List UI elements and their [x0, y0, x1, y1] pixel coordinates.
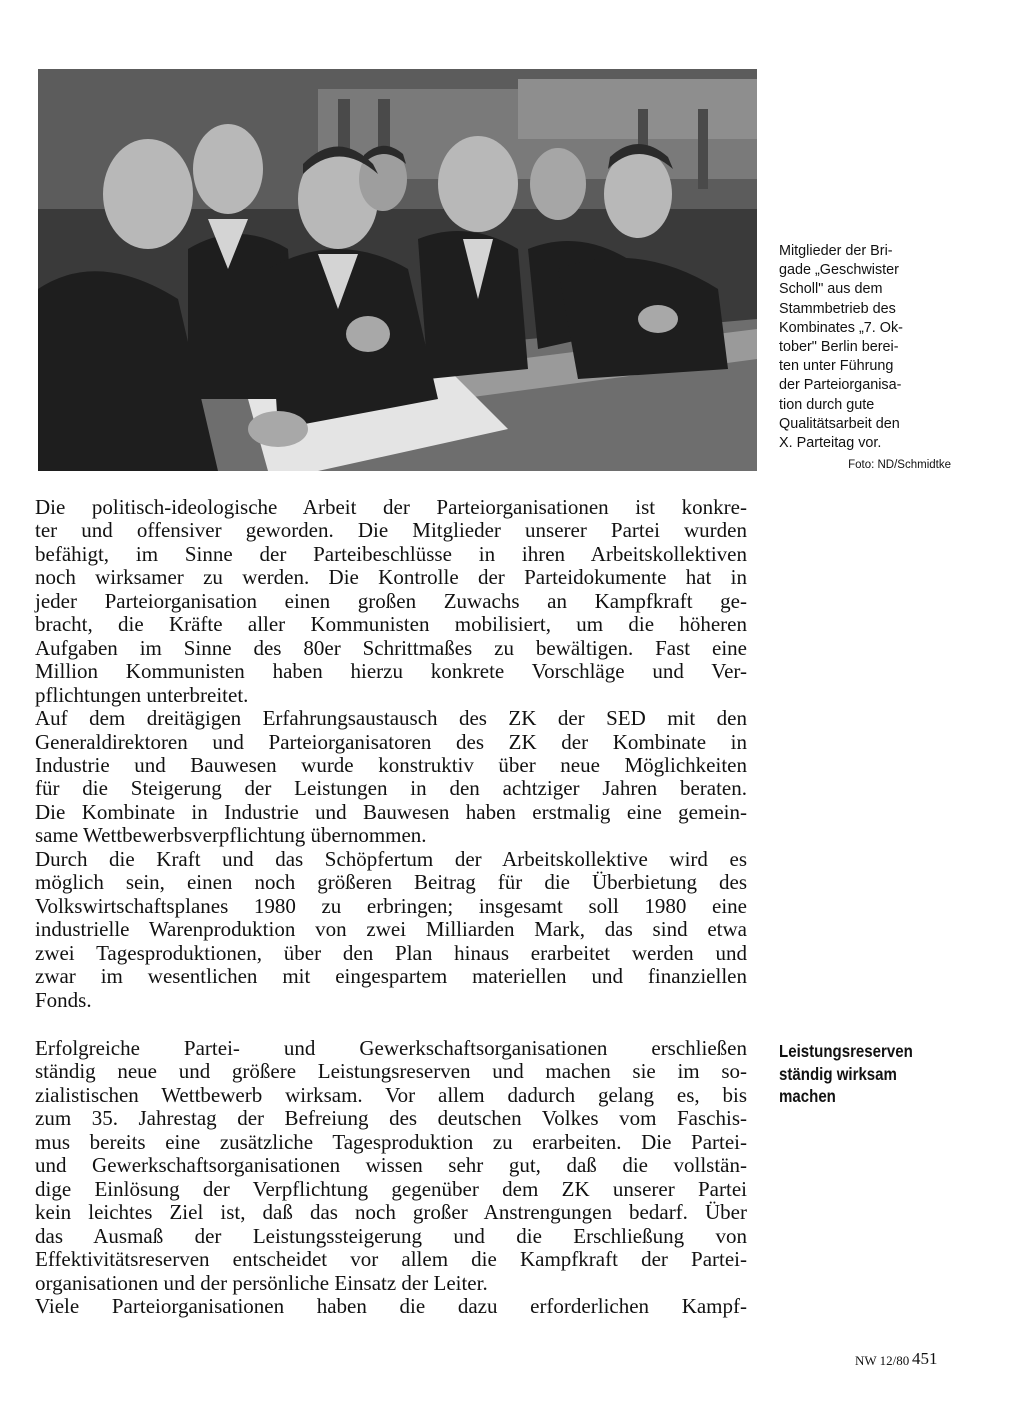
text-line: bracht, die Kräfte aller Kommunisten mobilisiert, um die höheren — [35, 612, 747, 637]
caption-line: Stammbetrieb des — [779, 300, 896, 317]
text-line: same Wettbewerbsverpflichtung übernommen. — [35, 823, 427, 848]
caption-line: tion durch gute — [779, 396, 875, 413]
text-line: dige Einlösung der Verpflichtung gegenüber dem ZK unserer Partei — [35, 1176, 747, 1201]
caption-line: X. Parteitag vor. — [779, 435, 882, 452]
group-of-workers-photo-icon — [38, 69, 757, 471]
text-line: Fonds. — [35, 987, 92, 1012]
text-line: Volkswirtschaftsplanes 1980 zu erbringen; insgesamt soll 1980 eine — [35, 893, 747, 918]
caption-line: Qualitätsarbeit den — [779, 415, 900, 432]
text-line: Viele Parteiorganisationen haben die dazu erforderlichen Kampf- — [35, 1293, 747, 1318]
text-line: pflichtungen unterbreitet. — [35, 682, 249, 707]
text-line: Durch die Kraft und das Schöpfertum der Arbeitskollektive wird es — [35, 846, 747, 871]
body-paragraphs-bottom — [35, 1037, 747, 1318]
page-number: 451 — [912, 1349, 938, 1368]
text-line: Effektivitätsreserven entscheidet vor allem die Kampfkraft der Partei- — [35, 1247, 747, 1272]
caption-line: ten unter Führung — [779, 358, 894, 375]
journal-issue: NW 12/80 — [855, 1353, 910, 1368]
text-line: möglich sein, einen noch größeren Beitrag für die Überbietung des — [35, 870, 747, 895]
text-line: noch wirksamer zu werden. Die Kontrolle der Parteidokumente hat in — [35, 565, 747, 590]
text-line: industrielle Warenproduktion von zwei Milliarden Mark, das sind etwa — [35, 917, 747, 942]
side-heading — [779, 1040, 951, 1108]
photo-credit: Foto: ND/Schmidtke — [848, 459, 951, 471]
text-line: ter und offensiver geworden. Die Mitglieder unserer Partei wurden — [35, 518, 747, 543]
text-line: für die Steigerung der Leistungen in den achtziger Jahren beraten. — [35, 776, 747, 801]
text-line: und Gewerkschaftsorganisationen wissen sehr gut, daß die vollstän- — [35, 1153, 747, 1178]
side-heading-line: ständig wirksam — [779, 1063, 897, 1084]
text-line: organisationen und der persönliche Einsatz der Leiter. — [35, 1270, 488, 1295]
caption-line: Mitglieder der Bri- — [779, 243, 893, 259]
text-line: das Ausmaß der Leistungssteigerung und die Erschließung von — [35, 1223, 747, 1248]
text-line: Auf dem dreitägigen Erfahrungsaustausch des ZK der SED mit den — [35, 706, 747, 731]
photo-caption — [779, 242, 951, 453]
body-paragraphs-top — [35, 496, 747, 1012]
text-line: jeder Parteiorganisation einen großen Zuwachs an Kampfkraft ge- — [35, 588, 747, 613]
text-line: zwar im wesentlichen mit eingespartem materiellen und finanziellen — [35, 964, 747, 989]
text-line: Generaldirektoren und Parteiorganisatoren des ZK der Kombinate in — [35, 729, 747, 754]
text-line: Million Kommunisten haben hierzu konkrete Vorschläge und Ver- — [35, 659, 747, 684]
text-line: kein leichtes Ziel ist, daß das noch großer Anstrengungen bedarf. Über — [35, 1200, 747, 1225]
text-line: Die politisch-ideologische Arbeit der Parteiorganisationen ist konkre- — [35, 495, 747, 519]
caption-line: der Parteiorganisa- — [779, 377, 902, 394]
text-line: Industrie und Bauwesen wurde konstruktiv über neue Möglichkeiten — [35, 752, 747, 777]
text-line: Die Kombinate in Industrie und Bauwesen haben erstmalig eine gemein- — [35, 799, 747, 824]
text-line: befähigt, im Sinne der Parteibeschlüsse in ihren Arbeitskollektiven — [35, 541, 747, 566]
photo — [38, 69, 757, 471]
text-line: Erfolgreiche Partei- und Gewerkschaftsorganisationen erschließen — [35, 1036, 747, 1060]
caption-line: Kombinates „7. Ok- — [779, 319, 903, 336]
text-line: ständig neue und größere Leistungsreserven und machen sie im so- — [35, 1059, 747, 1084]
caption-line: gade „Geschwister — [779, 262, 899, 279]
side-heading-line: machen — [779, 1086, 836, 1106]
text-line: zialistischen Wettbewerb wirksam. Vor allem dadurch gelang es, bis — [35, 1082, 747, 1107]
text-line: mus bereits eine zusätzliche Tagesproduktion zu erarbeiten. Die Partei- — [35, 1129, 747, 1154]
caption-line: tober" Berlin berei- — [779, 339, 899, 356]
text-line: zum 35. Jahrestag der Befreiung des deutschen Volkes vom Faschis- — [35, 1106, 747, 1131]
text-line: zwei Tagesproduktionen, über den Plan hinaus erarbeitet werden und — [35, 940, 747, 965]
text-line: Aufgaben im Sinne des 80er Schrittmaßes zu bewältigen. Fast eine — [35, 635, 747, 660]
side-heading-line: Leistungsreserven — [779, 1041, 913, 1061]
caption-line: Scholl" aus dem — [779, 281, 883, 298]
